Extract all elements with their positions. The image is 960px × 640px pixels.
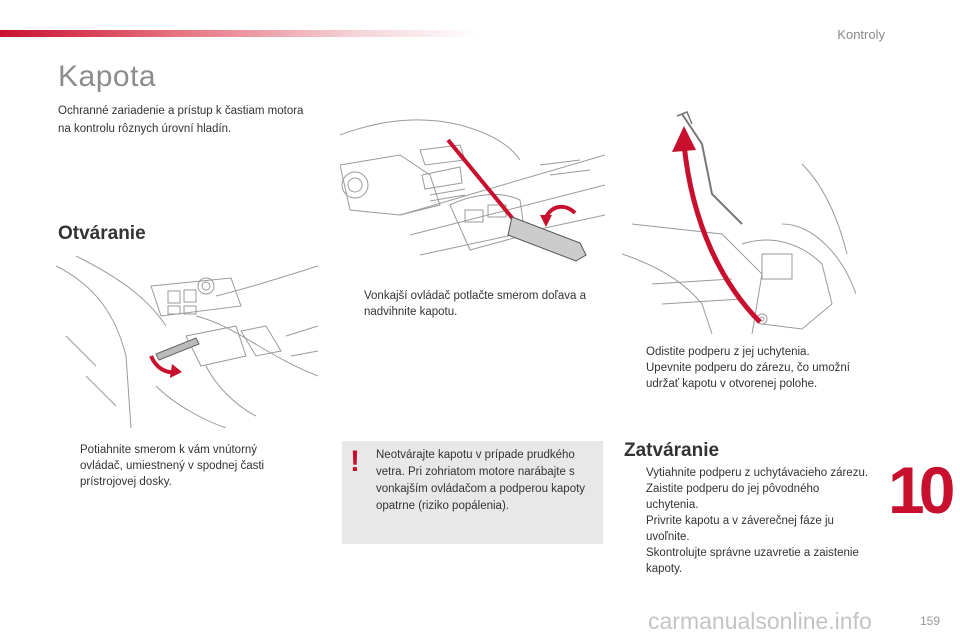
warning-icon: !: [350, 445, 360, 478]
list-item: Vytiahnite podperu z uchytávacieho zárezu.: [646, 467, 869, 479]
page-number: 159: [919, 614, 940, 628]
interior-lever-illustration: [56, 256, 318, 428]
list-item: Privrite kapotu a v záverečnej fáze ju uvoľnite.: [646, 515, 834, 543]
list-item: Skontrolujte správne uzavretie a zaistenie kapoty.: [646, 547, 859, 575]
lift-hood-arrow-icon: [622, 104, 856, 334]
page-title: Kapota: [58, 60, 157, 93]
warning-text: Neotvárajte kapotu v prípade prudkého vetra. Pri zohriatom motore narábajte s vonkajším ovládačom a podperou kapoty opatrne (riziko popálenia).: [376, 449, 586, 512]
list-item: Upevnite podperu do zárezu, čo umožní udržať kapotu v otvorenej polohe.: [646, 362, 850, 390]
chapter-number: 10: [888, 453, 950, 527]
chapter-color-bar: [0, 30, 480, 37]
closing-heading: Zatváranie: [624, 440, 720, 461]
push-left-arrow-icon: [340, 105, 605, 273]
outer-lever-step: [342, 288, 604, 320]
inner-lever-step: [58, 442, 298, 490]
opening-heading: Otváranie: [58, 223, 146, 244]
list-item: Vonkajší ovládač potlačte smerom doľava a nadvihnite kapotu.: [364, 290, 586, 318]
list-item: Potiahnite smerom k vám vnútorný ovládač, umiestnený v spodnej časti prístrojovej dosky.: [80, 444, 265, 488]
list-item: Odistite podperu z jej uchytenia.: [646, 346, 810, 358]
list-item: Zaistite podperu do jej pôvodného uchytenia.: [646, 483, 820, 511]
warning-box: [342, 441, 603, 544]
section-label: Kontroly: [837, 27, 885, 42]
exterior-lever-illustration: [340, 105, 605, 273]
watermark: carmanualsonline.info: [648, 608, 872, 634]
closing-steps: [624, 465, 874, 577]
prop-rod-illustration: [622, 104, 856, 334]
pull-arrow-icon: [56, 256, 318, 428]
prop-rod-steps: [624, 344, 864, 392]
intro-text: Ochranné zariadenie a prístup k častiam motora na kontrolu rôznych úrovní hladín.: [58, 105, 304, 135]
